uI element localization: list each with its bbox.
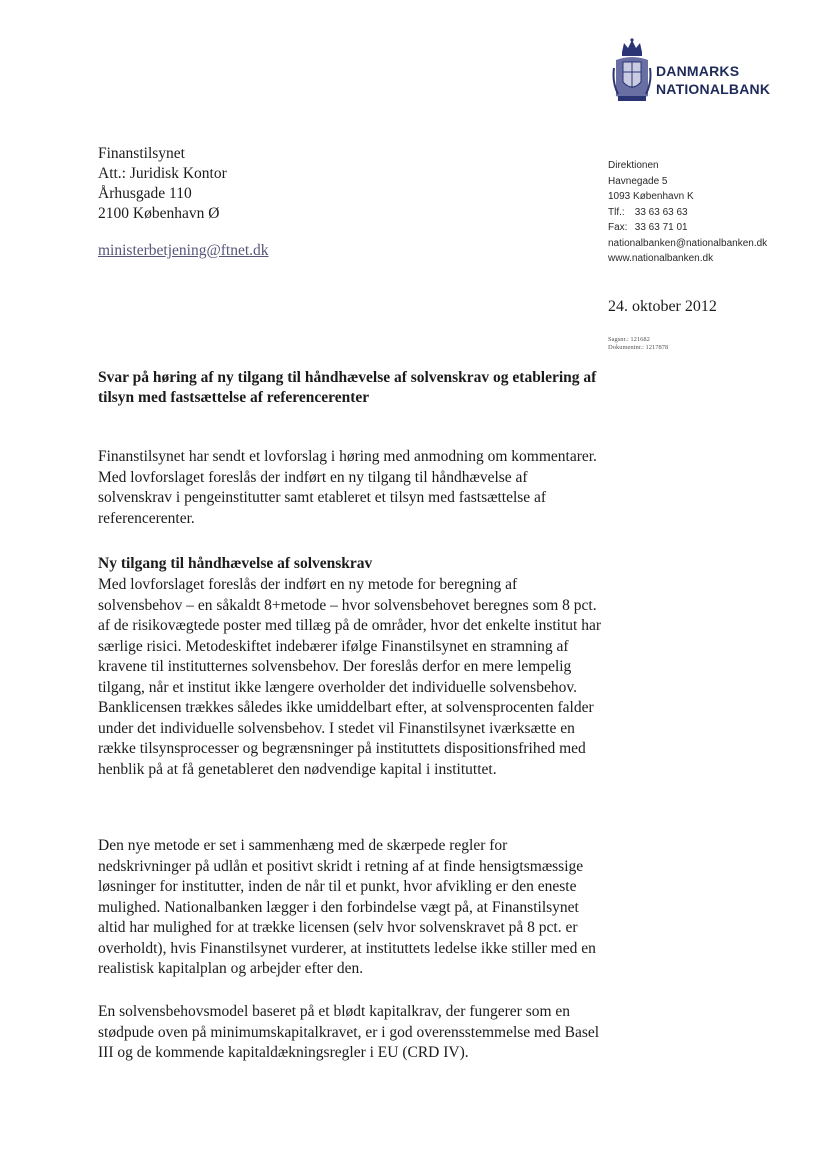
fax-number: 33 63 71 01 xyxy=(634,222,688,233)
recipient-line: Att.: Juridisk Kontor xyxy=(98,165,227,182)
bank-name-line2: NATIONALBANK xyxy=(656,81,771,97)
case-references xyxy=(608,336,668,352)
case-number: Sagsnr.: 121682 xyxy=(608,336,650,343)
sender-email: nationalbanken@nationalbanken.dk xyxy=(608,237,768,249)
paragraph-new-method: Med lovforslaget foreslås der indført en ny metode for beregning af solvensbehov – en såkaldt 8+metode – hvor solvensbehovet beregnes som 8 pct. af de risikovægtede poster med tillæg på de områder, hvor det enkelte institut har særlige risici. Metodeskiftet indebærer ifølge Finanstilsynet en stramning af kravene til institutternes solvensbehov. Der foreslås derfor en mere lempelig tilgang, når et institut ikke længere overholder det individuelle solvensbehov. Banklicensen trækkes således ikke umiddelbart efter, at solvensprocenten falder under det individuelle solvensbehov. I stedet vil Finanstilsynet iværksætte en række tilsynsprocesser og begrænsninger på instituttets dispositionsfrihed med henblik på at få genetableret den nødvendige kapital i instituttet. xyxy=(98,576,601,778)
sender-department: Direktionen xyxy=(608,160,659,171)
paragraph-basel: En solvensbehovsmodel baseret på et blødt kapitalkrav, der fungerer som en stødpude oven på minimumskapitalkravet, er i god overensstemmelse med Basel III og de kommende kapitaldækningsregler i EU (CRD IV). xyxy=(98,1003,600,1061)
recipient-email-link[interactable]: ministerbetjening@ftnet.dk xyxy=(98,242,269,259)
royal-crest-icon xyxy=(612,38,652,104)
nationalbank-logo xyxy=(608,38,788,108)
recipient-line: 2100 København Ø xyxy=(98,205,220,222)
recipient-line: Århusgade 110 xyxy=(98,185,192,202)
section-heading: Ny tilgang til håndhævelse af solvenskrav xyxy=(98,555,373,572)
bank-name-line1: DANMARKS xyxy=(656,63,740,79)
sender-street: Havnegade 5 xyxy=(608,175,668,187)
bank-name xyxy=(656,62,770,98)
document-number: Dokumentnr.: 1217878 xyxy=(608,344,669,351)
phone-label: Tlf.: xyxy=(608,206,625,218)
recipient-address xyxy=(98,144,227,224)
phone-number: 33 63 63 63 xyxy=(634,206,688,218)
letter-subject: Svar på høring af ny tilgang til håndhævelse af solvenskrav og etablering af tilsyn med fastsættelse af referencerenter xyxy=(98,369,597,406)
recipient-line: Finanstilsynet xyxy=(98,145,185,162)
paragraph-intro: Finanstilsynet har sendt et lovforslag i høring med anmodning om kommentarer. Med lovforslaget foreslås der indført en ny tilgang til håndhævelse af solvenskrav i pengeinstitutter samt etableret et tilsyn med fastsættelse af referencerenter. xyxy=(98,448,597,527)
sender-phone xyxy=(608,205,767,221)
sender-city: 1093 København K xyxy=(608,191,694,202)
letter-date: 24. oktober 2012 xyxy=(608,298,717,315)
paragraph-assessment: Den nye metode er set i sammenhæng med de skærpede regler for nedskrivninger på udlån et positivt skridt i retning af at finde hensigtsmæssige løsninger for institutter, inden de når til et punkt, hvor afvikling er den eneste mulighed. Nationalbanken lægger i den forbindelse vægt på, at Finanstilsynet altid har mulighed for at trække licensen (selv hvor solvenskravet på 8 pct. er overholdt), hvis Finanstilsynet vurderer, at instituttets ledelse ikke stiller med en realistisk kapitalplan og arbejder efter den. xyxy=(98,837,596,977)
sender-web: www.nationalbanken.dk xyxy=(608,253,714,264)
sender-fax xyxy=(608,220,767,236)
sender-address xyxy=(608,158,767,267)
fax-label: Fax: xyxy=(608,222,628,233)
